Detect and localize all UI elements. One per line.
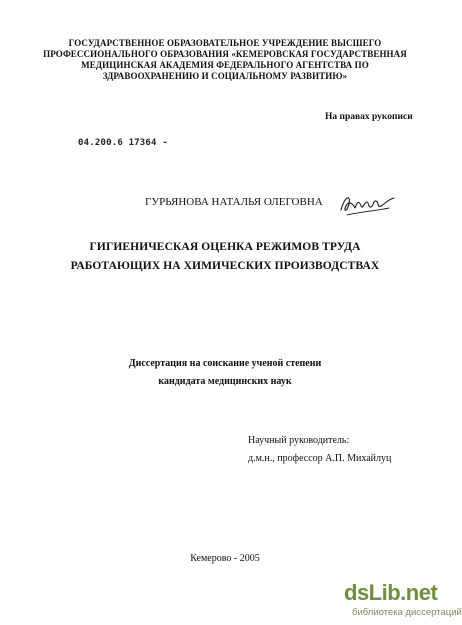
rights-note: На правах рукописи [325,112,413,122]
supervisor-label: Научный руководитель: [248,435,350,446]
institution-line-1: ГОСУДАРСТВЕННОЕ ОБРАЗОВАТЕЛЬНОЕ УЧРЕЖДЕНИЕ ВЫСШЕГО [68,38,382,48]
title-line-2: РАБОТАЮЩИХ НА ХИМИЧЕСКИХ ПРОИЗВОДСТВАХ [70,260,380,272]
watermark [344,580,462,622]
watermark-subtitle: библиотека диссертаций [352,607,462,618]
city-year: Кемерово - 2005 [190,553,260,564]
degree-line-1: Диссертация на соискание ученой степени [128,358,322,369]
degree-line-2: кандидата медицинских наук [158,376,292,387]
institution-header [40,38,410,82]
institution-line-3: МЕДИЦИНСКАЯ АКАДЕМИЯ ФЕДЕРАЛЬНОГО АГЕНТСТВА ПО [81,60,369,70]
watermark-logo: dsLib.net [344,580,438,605]
title-line-1: ГИГИЕНИЧЕСКАЯ ОЦЕНКА РЕЖИМОВ ТРУДА [89,241,361,253]
dissertation-title [60,238,390,276]
degree-statement [60,355,390,391]
institution-line-2: ПРОФЕССИОНАЛЬНОГО ОБРАЗОВАНИЯ «КЕМЕРОВСКАЯ ГОСУДАРСТВЕННАЯ [43,49,407,59]
handwritten-signature [337,190,397,218]
author-name: ГУРЬЯНОВА НАТАЛЬЯ ОЛЕГОВНА [145,196,323,208]
institution-line-4: ЗДРАВООХРАНЕНИЮ И СОЦИАЛЬНОМУ РАЗВИТИЮ» [102,71,348,81]
registry-number: 04.200.6 17364 - [78,138,168,148]
supervisor-name: д.м.н., профессор А.П. Михайлуц [248,453,392,464]
supervisor-block [248,432,391,468]
